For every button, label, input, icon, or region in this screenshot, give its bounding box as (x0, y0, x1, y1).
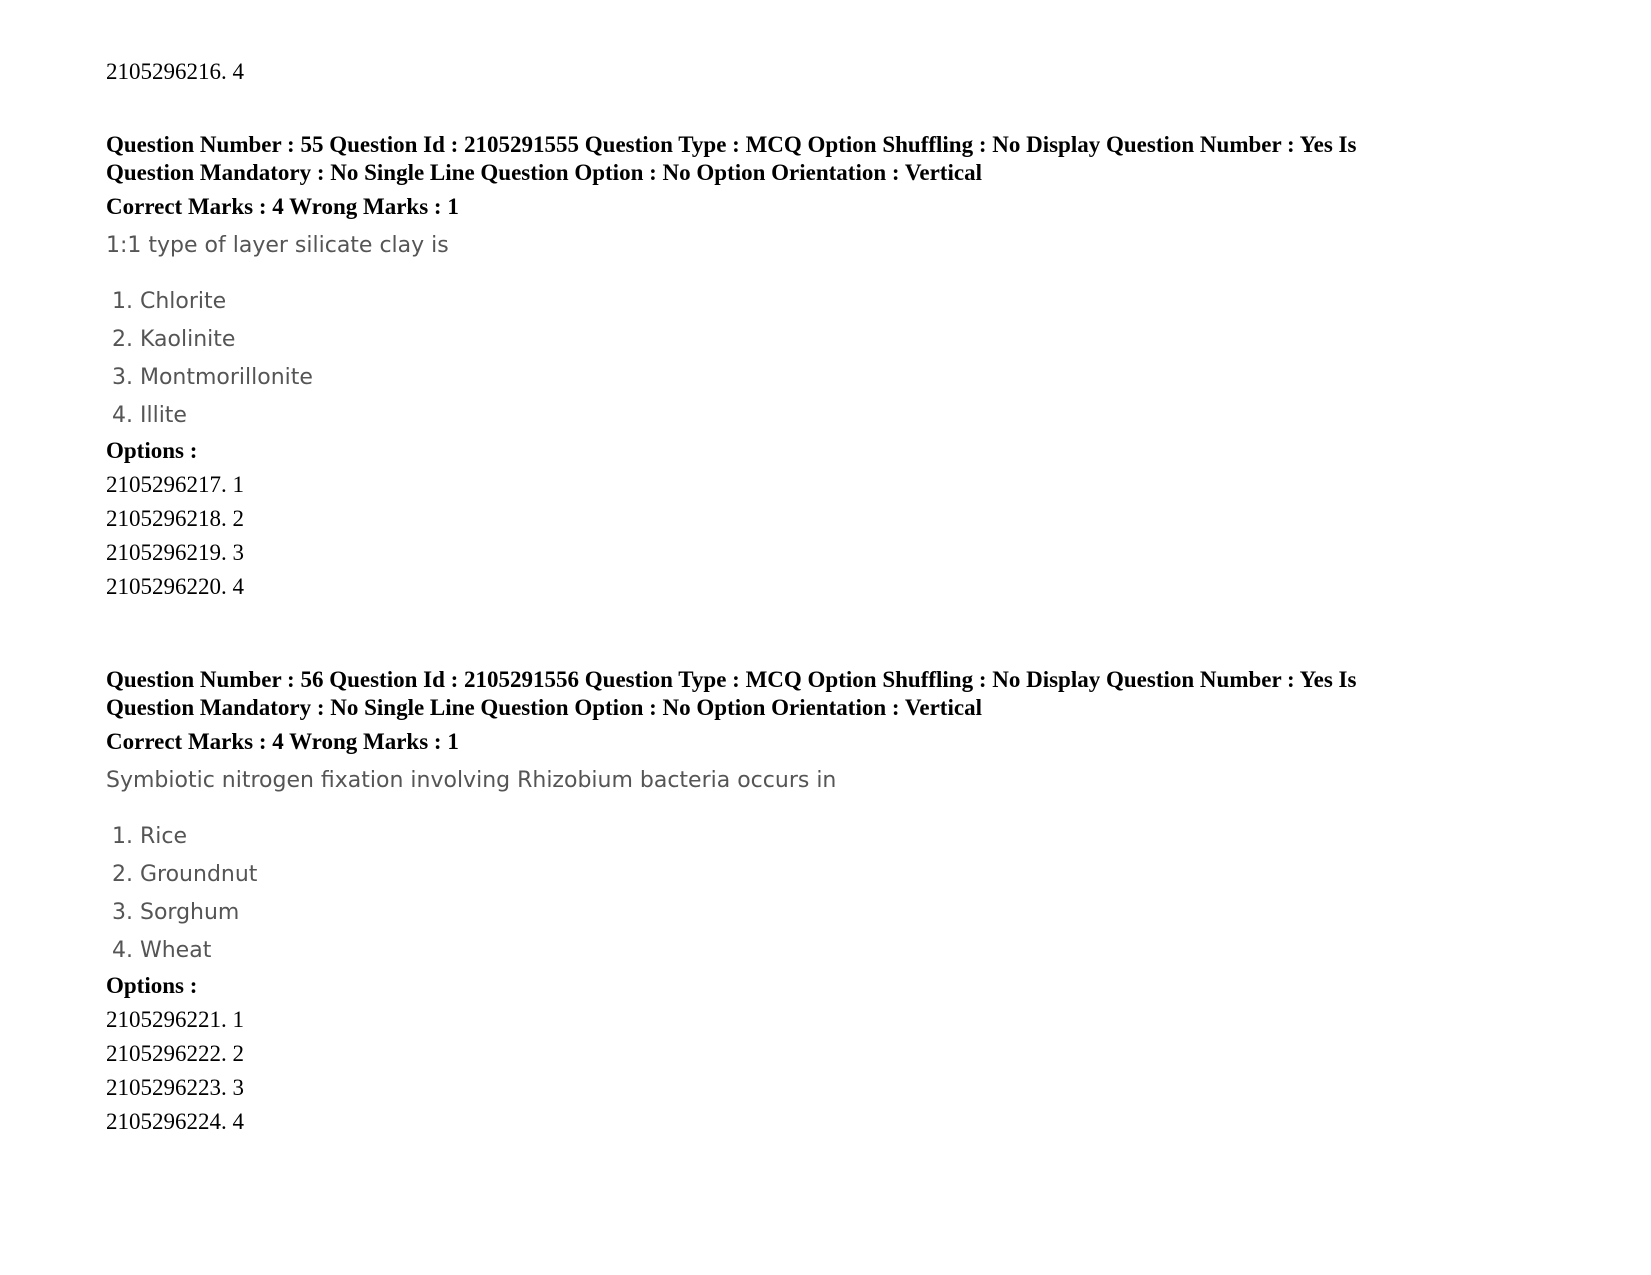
choice-item: 3. Sorghum (112, 900, 240, 925)
option-row: 2105296223. 3 (106, 1075, 244, 1100)
option-row: 2105296221. 1 (106, 1007, 244, 1032)
choice-item: 2. Groundnut (112, 862, 258, 887)
question-block-56 (106, 666, 1546, 1139)
question-meta-line-2: Question Mandatory : No Single Line Question Option : No Option Orientation : Vertical (106, 695, 982, 720)
option-row: 2105296222. 2 (106, 1041, 244, 1066)
choice-list (106, 818, 1546, 970)
options-list (106, 1003, 1546, 1139)
options-list (106, 468, 1546, 604)
question-meta-line-1: Question Number : 55 Question Id : 2105291555 Question Type : MCQ Option Shuffling : No Display Question Number : Yes Is (106, 132, 1357, 157)
options-label: Options : (106, 973, 198, 998)
choice-item: 1. Chlorite (112, 289, 227, 314)
question-marks: Correct Marks : 4 Wrong Marks : 1 (106, 194, 459, 219)
option-row: 2105296220. 4 (106, 574, 244, 599)
question-text: Symbiotic nitrogen fixation involving Rhizobium bacteria occurs in (106, 768, 837, 793)
choice-item: 3. Montmorillonite (112, 365, 313, 390)
option-row: 2105296218. 2 (106, 506, 244, 531)
choice-item: 4. Illite (112, 403, 187, 428)
option-row: 2105296217. 1 (106, 472, 244, 497)
question-marks: Correct Marks : 4 Wrong Marks : 1 (106, 729, 459, 754)
question-block-55 (106, 131, 1546, 604)
choice-item: 2. Kaolinite (112, 327, 236, 352)
choice-item: 4. Wheat (112, 938, 212, 963)
option-row: 2105296224. 4 (106, 1109, 244, 1134)
previous-option-row: 2105296216. 4 (106, 59, 244, 84)
options-label: Options : (106, 438, 198, 463)
choice-item: 1. Rice (112, 824, 188, 849)
option-row: 2105296219. 3 (106, 540, 244, 565)
question-meta-line-2: Question Mandatory : No Single Line Question Option : No Option Orientation : Vertical (106, 160, 982, 185)
question-meta-line-1: Question Number : 56 Question Id : 2105291556 Question Type : MCQ Option Shuffling : No Display Question Number : Yes Is (106, 667, 1357, 692)
choice-list (106, 283, 1546, 435)
question-text: 1:1 type of layer silicate clay is (106, 233, 449, 258)
